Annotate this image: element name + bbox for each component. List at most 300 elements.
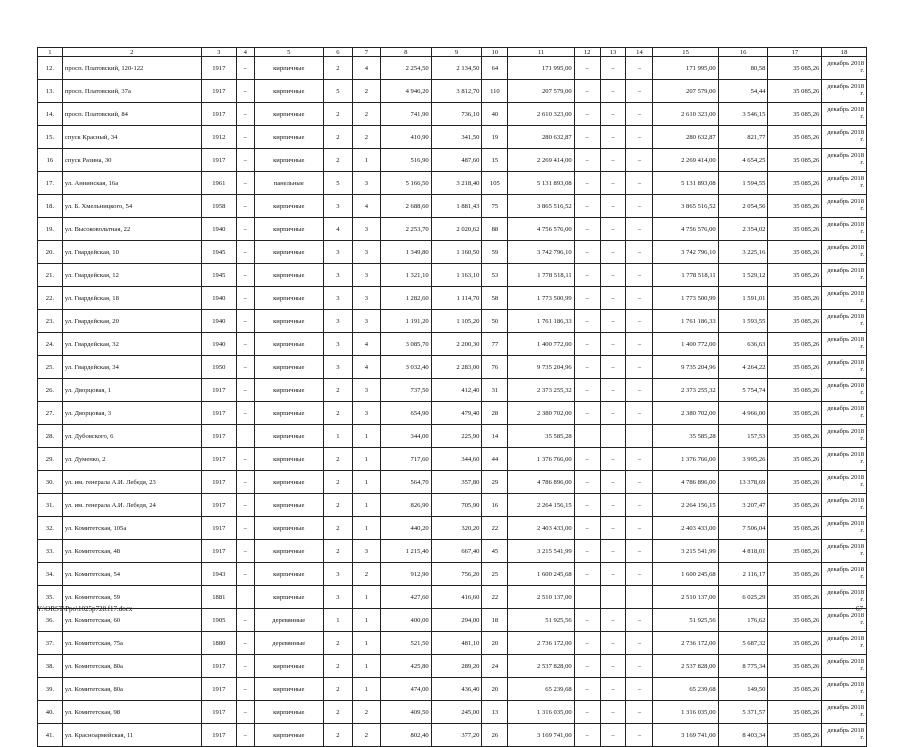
cell-col-13: –	[600, 517, 626, 540]
cell-wear: –	[236, 126, 254, 149]
cell-norm-cost: 35 085,26	[768, 80, 822, 103]
register-table	[37, 47, 867, 747]
cell-entrances: 3	[352, 241, 380, 264]
cell-col-12: –	[574, 356, 600, 379]
cell-col-12: –	[574, 80, 600, 103]
cell-wall-material: кирпичные	[254, 701, 323, 724]
cell-entrances: 2	[352, 563, 380, 586]
cell-wall-material: панельные	[254, 172, 323, 195]
cell-residents: 76	[482, 356, 508, 379]
cell-residents: 29	[482, 471, 508, 494]
cell-norm-cost: 35 085,26	[768, 402, 822, 425]
cell-address: ул. им. генерала А.И. Лебедя, 24	[62, 494, 201, 517]
cell-norm-cost: 35 085,26	[768, 655, 822, 678]
cell-row-number: 17.	[38, 172, 63, 195]
cell-norm-cost: 35 085,26	[768, 195, 822, 218]
cell-col-12: –	[574, 494, 600, 517]
cell-wear: –	[236, 724, 254, 747]
cell-build-year: 1917	[201, 379, 236, 402]
cell-residents: 45	[482, 540, 508, 563]
cell-cost-total: 51 925,56	[508, 609, 574, 632]
cell-cost-per-sqm: 3 225,16	[718, 241, 768, 264]
cell-row-number: 41.	[38, 724, 63, 747]
cell-cost-per-sqm: 176,62	[718, 609, 768, 632]
cell-col-14: –	[626, 57, 653, 80]
cell-cost-total: 3 169 741,00	[508, 724, 574, 747]
cell-address: просп. Платовский, 84	[62, 103, 201, 126]
cell-wall-material: кирпичные	[254, 310, 323, 333]
cell-floors: 3	[323, 333, 352, 356]
cell-date: декабрь 2018 г.	[822, 172, 867, 195]
cell-cost-final: 1 376 766,00	[653, 448, 718, 471]
cell-living-area: 2 020,62	[431, 218, 482, 241]
cell-floors: 3	[323, 241, 352, 264]
cell-living-area: 705,90	[431, 494, 482, 517]
cell-floors: 3	[323, 586, 352, 609]
cell-wall-material: кирпичные	[254, 57, 323, 80]
cell-col-12: –	[574, 609, 600, 632]
cell-living-area: 3 812,70	[431, 80, 482, 103]
cell-col-13: –	[600, 379, 626, 402]
cell-row-number: 36.	[38, 609, 63, 632]
cell-col-13: –	[600, 218, 626, 241]
cell-entrances: 2	[352, 126, 380, 149]
cell-cost-per-sqm: 5 687,32	[718, 632, 768, 655]
cell-row-number: 14.	[38, 103, 63, 126]
cell-build-year: 1917	[201, 448, 236, 471]
cell-norm-cost: 35 085,26	[768, 379, 822, 402]
cell-cost-per-sqm: 54,44	[718, 80, 768, 103]
cell-col-14: –	[626, 310, 653, 333]
table-row	[38, 172, 867, 195]
column-number-15: 15	[653, 48, 718, 57]
cell-cost-final: 2 269 414,00	[653, 149, 718, 172]
cell-col-13: –	[600, 563, 626, 586]
cell-wall-material: кирпичные	[254, 80, 323, 103]
cell-entrances: 3	[352, 540, 380, 563]
cell-wear: –	[236, 517, 254, 540]
cell-entrances: 1	[352, 448, 380, 471]
cell-cost-per-sqm: 1 591,01	[718, 287, 768, 310]
cell-total-area: 5 166,50	[380, 172, 431, 195]
cell-cost-final: 280 632,87	[653, 126, 718, 149]
cell-entrances: 4	[352, 356, 380, 379]
cell-date: декабрь 2018 г.	[822, 57, 867, 80]
cell-col-12: –	[574, 218, 600, 241]
cell-wall-material: кирпичные	[254, 586, 323, 609]
table-row	[38, 494, 867, 517]
cell-cost-total: 280 632,87	[508, 126, 574, 149]
cell-total-area: 654,90	[380, 402, 431, 425]
column-number-12: 12	[574, 48, 600, 57]
cell-floors: 5	[323, 80, 352, 103]
cell-row-number: 15.	[38, 126, 63, 149]
table-row	[38, 57, 867, 80]
cell-col-13: –	[600, 241, 626, 264]
cell-wear: –	[236, 218, 254, 241]
cell-col-13: –	[600, 356, 626, 379]
cell-total-area: 802,40	[380, 724, 431, 747]
cell-living-area: 736,10	[431, 103, 482, 126]
cell-cost-per-sqm: 13 378,69	[718, 471, 768, 494]
footer-file-path: Y:\ORST\Ppo\1025p728.f17.docx	[37, 605, 133, 613]
cell-row-number: 32.	[38, 517, 63, 540]
cell-cost-final: 1 316 035,00	[653, 701, 718, 724]
cell-address: просп. Платовский, 120-122	[62, 57, 201, 80]
column-number-4: 4	[236, 48, 254, 57]
cell-date: декабрь 2018 г.	[822, 287, 867, 310]
table-header-row	[38, 48, 867, 57]
cell-floors: 2	[323, 448, 352, 471]
cell-cost-total: 2 373 255,32	[508, 379, 574, 402]
cell-norm-cost: 35 085,26	[768, 149, 822, 172]
cell-col-13: –	[600, 402, 626, 425]
cell-wear: –	[236, 149, 254, 172]
cell-living-area: 1 881,43	[431, 195, 482, 218]
cell-wear: –	[236, 655, 254, 678]
cell-living-area: 481,10	[431, 632, 482, 655]
cell-cost-per-sqm: 1 593,55	[718, 310, 768, 333]
cell-norm-cost: 35 085,26	[768, 701, 822, 724]
table-row	[38, 425, 867, 448]
cell-col-13: –	[600, 103, 626, 126]
cell-cost-total: 4 786 896,00	[508, 471, 574, 494]
cell-row-number: 37.	[38, 632, 63, 655]
cell-date: декабрь 2018 г.	[822, 402, 867, 425]
cell-cost-final: 2 380 702,00	[653, 402, 718, 425]
cell-build-year: 1945	[201, 264, 236, 287]
cell-cost-final: 2 403 433,00	[653, 517, 718, 540]
cell-residents: 26	[482, 724, 508, 747]
column-number-16: 16	[718, 48, 768, 57]
cell-wear: –	[236, 57, 254, 80]
table-row	[38, 517, 867, 540]
cell-cost-per-sqm: 4 966,00	[718, 402, 768, 425]
cell-entrances: 4	[352, 57, 380, 80]
cell-col-14: –	[626, 264, 653, 287]
column-number-14: 14	[626, 48, 653, 57]
cell-floors: 2	[323, 103, 352, 126]
cell-build-year: 1917	[201, 655, 236, 678]
cell-wear	[236, 425, 254, 448]
cell-build-year: 1880	[201, 632, 236, 655]
cell-floors: 2	[323, 379, 352, 402]
table-row	[38, 609, 867, 632]
cell-wall-material: кирпичные	[254, 195, 323, 218]
cell-address: ул. Дубовского, 6	[62, 425, 201, 448]
cell-cost-final: 2 537 828,00	[653, 655, 718, 678]
table-row	[38, 333, 867, 356]
cell-col-14: –	[626, 517, 653, 540]
cell-norm-cost: 35 085,26	[768, 678, 822, 701]
table-row	[38, 586, 867, 609]
cell-address: ул. Комитетская, 98	[62, 701, 201, 724]
cell-address: ул. Гвардейская, 34	[62, 356, 201, 379]
table-row	[38, 287, 867, 310]
cell-total-area: 409,50	[380, 701, 431, 724]
cell-norm-cost: 35 085,26	[768, 494, 822, 517]
cell-residents: 20	[482, 678, 508, 701]
cell-cost-final: 3 865 516,52	[653, 195, 718, 218]
cell-residents: 22	[482, 517, 508, 540]
cell-wear: –	[236, 448, 254, 471]
cell-date: декабрь 2018 г.	[822, 586, 867, 609]
cell-cost-per-sqm: 3 995,26	[718, 448, 768, 471]
cell-date: декабрь 2018 г.	[822, 540, 867, 563]
cell-col-14: –	[626, 402, 653, 425]
column-number-2: 2	[62, 48, 201, 57]
cell-floors: 2	[323, 57, 352, 80]
cell-wear	[236, 586, 254, 609]
cell-residents: 25	[482, 563, 508, 586]
cell-col-13: –	[600, 287, 626, 310]
cell-date: декабрь 2018 г.	[822, 425, 867, 448]
cell-col-12: –	[574, 172, 600, 195]
cell-residents: 28	[482, 402, 508, 425]
cell-norm-cost: 35 085,26	[768, 471, 822, 494]
cell-col-12: –	[574, 379, 600, 402]
cell-norm-cost: 35 085,26	[768, 310, 822, 333]
cell-col-13: –	[600, 609, 626, 632]
cell-address: спуск Красный, 34	[62, 126, 201, 149]
cell-col-14: –	[626, 494, 653, 517]
table-row	[38, 310, 867, 333]
cell-cost-final: 4 786 896,00	[653, 471, 718, 494]
cell-wall-material: кирпичные	[254, 448, 323, 471]
cell-address: ул. Комитетская, 80а	[62, 655, 201, 678]
cell-norm-cost: 35 085,26	[768, 586, 822, 609]
cell-col-12: –	[574, 701, 600, 724]
cell-build-year: 1943	[201, 563, 236, 586]
cell-col-12: –	[574, 632, 600, 655]
cell-wear: –	[236, 701, 254, 724]
cell-wear: –	[236, 632, 254, 655]
cell-build-year: 1917	[201, 57, 236, 80]
cell-wear: –	[236, 540, 254, 563]
cell-wall-material: кирпичные	[254, 425, 323, 448]
cell-date: декабрь 2018 г.	[822, 609, 867, 632]
cell-norm-cost: 35 085,26	[768, 103, 822, 126]
cell-cost-final: 207 579,00	[653, 80, 718, 103]
cell-wall-material: кирпичные	[254, 494, 323, 517]
cell-wear: –	[236, 172, 254, 195]
cell-col-12: –	[574, 517, 600, 540]
cell-cost-final: 1 400 772,00	[653, 333, 718, 356]
cell-wall-material: кирпичные	[254, 287, 323, 310]
cell-wall-material: кирпичные	[254, 517, 323, 540]
cell-entrances: 2	[352, 701, 380, 724]
cell-floors: 2	[323, 724, 352, 747]
cell-wall-material: кирпичные	[254, 379, 323, 402]
cell-total-area: 737,50	[380, 379, 431, 402]
cell-build-year: 1881	[201, 586, 236, 609]
cell-total-area: 1 321,10	[380, 264, 431, 287]
cell-cost-per-sqm: 149,50	[718, 678, 768, 701]
cell-total-area: 2 688,60	[380, 195, 431, 218]
cell-residents: 15	[482, 149, 508, 172]
cell-build-year: 1940	[201, 218, 236, 241]
cell-living-area: 357,80	[431, 471, 482, 494]
cell-living-area: 1 105,20	[431, 310, 482, 333]
table-row	[38, 80, 867, 103]
cell-cost-total: 1 600 245,68	[508, 563, 574, 586]
cell-date: декабрь 2018 г.	[822, 563, 867, 586]
cell-living-area: 667,40	[431, 540, 482, 563]
cell-cost-total: 5 131 893,08	[508, 172, 574, 195]
cell-build-year: 1917	[201, 471, 236, 494]
cell-cost-total: 4 756 576,00	[508, 218, 574, 241]
cell-residents: 40	[482, 103, 508, 126]
cell-cost-per-sqm: 5 371,57	[718, 701, 768, 724]
cell-residents: 16	[482, 494, 508, 517]
cell-row-number: 13.	[38, 80, 63, 103]
cell-norm-cost: 35 085,26	[768, 448, 822, 471]
table-row	[38, 655, 867, 678]
cell-row-number: 30.	[38, 471, 63, 494]
cell-build-year: 1961	[201, 172, 236, 195]
cell-col-12: –	[574, 471, 600, 494]
column-number-11: 11	[508, 48, 574, 57]
cell-address: ул. Гвардейская, 20	[62, 310, 201, 333]
cell-floors: 3	[323, 195, 352, 218]
cell-col-13: –	[600, 195, 626, 218]
cell-total-area: 826,90	[380, 494, 431, 517]
cell-row-number: 27.	[38, 402, 63, 425]
cell-floors: 3	[323, 287, 352, 310]
cell-build-year: 1917	[201, 402, 236, 425]
cell-residents: 53	[482, 264, 508, 287]
cell-col-14: –	[626, 678, 653, 701]
column-number-10: 10	[482, 48, 508, 57]
cell-entrances: 2	[352, 80, 380, 103]
cell-floors: 3	[323, 264, 352, 287]
cell-cost-per-sqm: 4 654,25	[718, 149, 768, 172]
cell-cost-final: 3 169 741,00	[653, 724, 718, 747]
cell-address: ул. Высоковольтная, 22	[62, 218, 201, 241]
cell-residents: 64	[482, 57, 508, 80]
cell-address: ул. Комитетская, 60	[62, 609, 201, 632]
cell-cost-total: 2 403 433,00	[508, 517, 574, 540]
cell-col-14: –	[626, 563, 653, 586]
cell-cost-per-sqm: 1 529,12	[718, 264, 768, 287]
cell-col-14: –	[626, 241, 653, 264]
column-number-5: 5	[254, 48, 323, 57]
cell-col-13: –	[600, 172, 626, 195]
cell-build-year: 1917	[201, 149, 236, 172]
cell-wear: –	[236, 195, 254, 218]
cell-wall-material: кирпичные	[254, 241, 323, 264]
cell-cost-total: 1 400 772,00	[508, 333, 574, 356]
cell-cost-final: 2 736 172,00	[653, 632, 718, 655]
cell-entrances: 4	[352, 195, 380, 218]
cell-total-area: 425,80	[380, 655, 431, 678]
cell-living-area: 412,40	[431, 379, 482, 402]
table-row	[38, 402, 867, 425]
cell-norm-cost: 35 085,26	[768, 517, 822, 540]
cell-total-area: 912,90	[380, 563, 431, 586]
cell-floors: 2	[323, 149, 352, 172]
cell-build-year: 1917	[201, 540, 236, 563]
cell-row-number: 12.	[38, 57, 63, 80]
column-number-18: 18	[822, 48, 867, 57]
cell-living-area: 289,20	[431, 655, 482, 678]
cell-floors: 2	[323, 632, 352, 655]
cell-norm-cost: 35 085,26	[768, 724, 822, 747]
cell-norm-cost: 35 085,26	[768, 563, 822, 586]
cell-cost-total: 1 316 035,00	[508, 701, 574, 724]
cell-date: декабрь 2018 г.	[822, 195, 867, 218]
cell-col-14: –	[626, 126, 653, 149]
cell-address: ул. Гвардейская, 32	[62, 333, 201, 356]
cell-cost-final: 65 239,68	[653, 678, 718, 701]
cell-col-13: –	[600, 149, 626, 172]
cell-address: спуск Разина, 30	[62, 149, 201, 172]
cell-col-12: –	[574, 241, 600, 264]
cell-living-area: 344,60	[431, 448, 482, 471]
cell-col-14: –	[626, 103, 653, 126]
cell-build-year: 1940	[201, 310, 236, 333]
cell-address: просп. Платовский, 37а	[62, 80, 201, 103]
cell-cost-final: 1 761 186,33	[653, 310, 718, 333]
cell-wall-material: кирпичные	[254, 103, 323, 126]
cell-wall-material: кирпичные	[254, 333, 323, 356]
cell-cost-per-sqm: 2 054,56	[718, 195, 768, 218]
cell-col-13	[600, 586, 626, 609]
cell-living-area: 436,40	[431, 678, 482, 701]
cell-row-number: 39.	[38, 678, 63, 701]
cell-col-14: –	[626, 471, 653, 494]
cell-total-area: 4 946,20	[380, 80, 431, 103]
cell-total-area: 1 215,40	[380, 540, 431, 563]
cell-floors: 3	[323, 356, 352, 379]
table-row	[38, 678, 867, 701]
cell-entrances: 1	[352, 149, 380, 172]
table-row	[38, 471, 867, 494]
cell-address: ул. Гвардейская, 18	[62, 287, 201, 310]
cell-entrances: 1	[352, 678, 380, 701]
cell-address: ул. Комитетская, 48	[62, 540, 201, 563]
cell-total-area: 2 254,50	[380, 57, 431, 80]
cell-total-area: 521,50	[380, 632, 431, 655]
cell-cost-final: 51 925,56	[653, 609, 718, 632]
cell-entrances: 3	[352, 218, 380, 241]
cell-entrances: 1	[352, 471, 380, 494]
table-row	[38, 218, 867, 241]
cell-entrances: 1	[352, 655, 380, 678]
cell-wall-material: кирпичные	[254, 402, 323, 425]
cell-residents: 13	[482, 701, 508, 724]
cell-wear: –	[236, 310, 254, 333]
cell-cost-total: 1 376 766,00	[508, 448, 574, 471]
cell-living-area: 1 163,10	[431, 264, 482, 287]
cell-date: декабрь 2018 г.	[822, 471, 867, 494]
cell-address: ул. Гвардейская, 10	[62, 241, 201, 264]
cell-build-year: 1917	[201, 425, 236, 448]
cell-col-14	[626, 425, 653, 448]
cell-address: ул. Гвардейская, 12	[62, 264, 201, 287]
cell-norm-cost: 35 085,26	[768, 609, 822, 632]
cell-col-13: –	[600, 80, 626, 103]
cell-wall-material: кирпичные	[254, 126, 323, 149]
cell-living-area: 479,40	[431, 402, 482, 425]
cell-entrances: 3	[352, 287, 380, 310]
cell-floors: 1	[323, 609, 352, 632]
column-number-8: 8	[380, 48, 431, 57]
cell-residents: 77	[482, 333, 508, 356]
cell-date: декабрь 2018 г.	[822, 218, 867, 241]
cell-entrances: 1	[352, 632, 380, 655]
cell-wall-material: кирпичные	[254, 724, 323, 747]
